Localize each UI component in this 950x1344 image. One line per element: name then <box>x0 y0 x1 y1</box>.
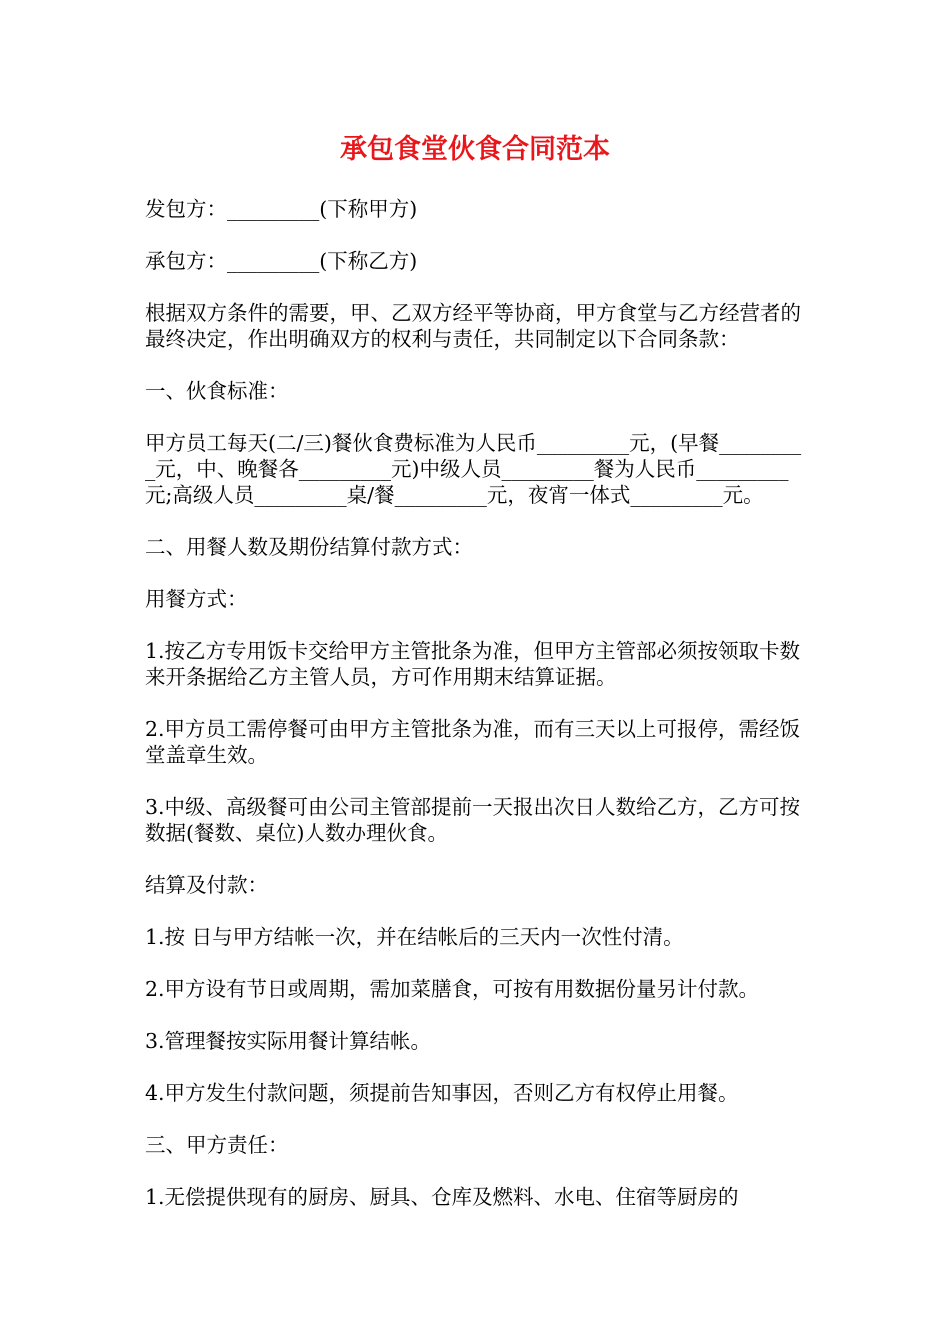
paragraph-issuer: 发包方：_________(下称甲方) <box>145 197 418 221</box>
section-heading-meal-standard: 一、伙食标准： <box>145 379 289 403</box>
paragraph-payment-3: 3.管理餐按实际用餐计算结帐。 <box>145 1029 432 1053</box>
paragraph-dining-3: 3.中级、高级餐可由公司主管部提前一天报出次日人数给乙方，乙方可按数据(餐数、桌位)人数办理伙食。 <box>145 795 801 845</box>
paragraph-payment-1: 1.按 日与甲方结帐一次，并在结帐后的三天内一次性付清。 <box>145 925 684 949</box>
paragraph-payment-2: 2.甲方设有节日或周期，需加菜膳食，可按有用数据份量另计付款。 <box>145 977 760 1001</box>
paragraph-preamble: 根据双方条件的需要，甲、乙双方经平等协商，甲方食堂与乙方经营者的最终决定，作出明确双方的权利与责任，共同制定以下合同条款： <box>145 301 801 351</box>
section-heading-party-a-duties: 三、甲方责任： <box>145 1133 289 1157</box>
section-heading-settlement: 二、用餐人数及期份结算付款方式： <box>145 535 473 559</box>
subheading-payment: 结算及付款： <box>145 873 268 897</box>
paragraph-contractor: 承包方：_________(下称乙方) <box>145 249 418 273</box>
paragraph-meal-standard: 甲方员工每天(二/三)餐伙食费标准为人民币_________元，(早餐_________元，中、晚餐各_________元)中级人员_________餐为人民币_________元;高级人员_________桌/餐_________元，夜宵一体式_________元。 <box>145 431 802 507</box>
paragraph-payment-4: 4.甲方发生付款问题，须提前告知事因，否则乙方有权停止用餐。 <box>145 1081 739 1105</box>
document-title: 承包食堂伙食合同范本 <box>340 134 610 165</box>
subheading-dining-method: 用餐方式： <box>145 587 248 611</box>
paragraph-dining-2: 2.甲方员工需停餐可由甲方主管批条为准，而有三天以上可报停，需经饭堂盖章生效。 <box>145 717 801 767</box>
paragraph-party-a-duty-1: 1.无偿提供现有的厨房、厨具、仓库及燃料、水电、住宿等厨房的 <box>145 1185 739 1209</box>
document-body <box>145 196 810 1236</box>
paragraph-dining-1: 1.按乙方专用饭卡交给甲方主管批条为准，但甲方主管部必须按领取卡数来开条据给乙方主管人员，方可作用期末结算证据。 <box>145 639 801 689</box>
